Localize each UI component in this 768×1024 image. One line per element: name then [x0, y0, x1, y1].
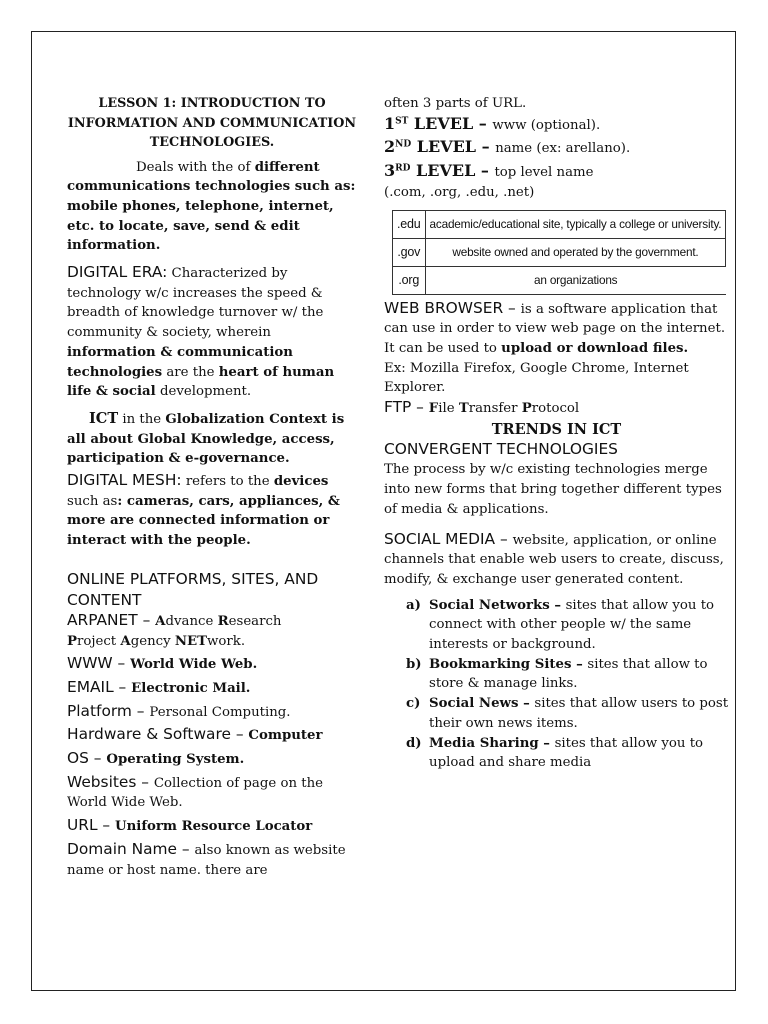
- social-media-term: SOCIAL MEDIA –: [384, 529, 513, 548]
- table-row: [393, 238, 726, 266]
- level-3: 3RD LEVEL – top level name: [384, 161, 594, 181]
- ftp-paragraph: FTP – File Transfer Protocol: [384, 398, 580, 417]
- lesson-title: LESSON 1: INTRODUCTION TO INFORMATION AND COMMUNICATION TECHNOLOGIES.: [67, 96, 357, 150]
- domain-desc: academic/educational site, typically a college or university.: [425, 210, 726, 238]
- url-parts-intro: often 3 parts of URL.: [384, 96, 527, 111]
- right-column: [384, 94, 729, 773]
- platform-paragraph: Platform – Personal Computing.: [67, 701, 291, 720]
- left-column: [67, 94, 357, 880]
- digital-mesh-paragraph: DIGITAL MESH: refers to the devices such as: cameras, cars, appliances, & more are connected information or interact with the people.: [67, 471, 340, 549]
- websites-paragraph: Websites – Collection of page on the World Wide Web.: [67, 772, 324, 811]
- domain-ext: .gov: [393, 238, 426, 266]
- domain-name-paragraph: Domain Name – also known as website name or host name. there are: [67, 839, 346, 878]
- social-media-list: [384, 596, 729, 773]
- list-item: a) Social Networks – sites that allow you to connect with other people w/ the same interests or background.: [406, 597, 715, 653]
- hardware-paragraph: Hardware & Software – Computer: [67, 725, 323, 744]
- trends-heading: TRENDS IN ICT: [491, 420, 622, 438]
- level-1: 1ST LEVEL – www (optional).: [384, 113, 601, 133]
- convergent-definition: The process by w/c existing technologies merge into new forms that bring together different types of media & applications.: [384, 462, 722, 517]
- digital-era-paragraph: DIGITAL ERA: Characterized by technology w/c increases the speed & breadth of knowledge turnover w/ the community & society, wherein information & communication technologies are the heart of human life & social development.: [67, 263, 335, 400]
- level-2: 2ND LEVEL – name (ex: arellano).: [384, 137, 631, 157]
- domain-ext: .org: [393, 266, 426, 294]
- social-media-paragraph: SOCIAL MEDIA – website, application, or online channels that enable web users to create, discuss, modify, & exchange user generated content.: [384, 529, 724, 587]
- web-browser-term: WEB BROWSER –: [384, 298, 521, 317]
- domain-desc: an organizations: [425, 266, 726, 294]
- www-paragraph: WWW – World Wide Web.: [67, 654, 258, 673]
- online-platforms-heading: ONLINE PLATFORMS, SITES, AND CONTENT: [67, 569, 319, 609]
- email-paragraph: EMAIL – Electronic Mail.: [67, 677, 251, 696]
- tld-list: (.com, .org, .edu, .net): [384, 184, 535, 200]
- os-paragraph: OS – Operating System.: [67, 749, 245, 768]
- ict-paragraph: ICT in the Globalization Context is all about Global Knowledge, access, participation & e-governance.: [67, 409, 345, 467]
- table-row: [393, 266, 726, 294]
- ict-term: ICT: [89, 409, 119, 427]
- digital-era-term: DIGITAL ERA:: [67, 263, 168, 282]
- domain-ext: .edu: [393, 210, 426, 238]
- table-row: [393, 210, 726, 238]
- list-item: c) Social News – sites that allow users to post their own news items.: [406, 696, 729, 731]
- list-item: d) Media Sharing – sites that allow you to upload and share media: [406, 735, 704, 771]
- lesson-intro: Deals with the of different communications technologies such as: mobile phones, telephone, internet, etc. to locate, save, send & edit information.: [67, 159, 356, 254]
- domain-desc: website owned and operated by the government.: [425, 238, 726, 266]
- list-item: b) Bookmarking Sites – sites that allow to store & manage links.: [406, 656, 708, 692]
- arpanet-paragraph: ARPANET – Advance Research Project Agency NETwork.: [67, 610, 282, 649]
- convergent-heading: CONVERGENT TECHNOLOGIES: [384, 440, 618, 459]
- digital-mesh-term: DIGITAL MESH:: [67, 471, 182, 490]
- url-paragraph: URL – Uniform Resource Locator: [67, 816, 313, 835]
- web-browser-paragraph: WEB BROWSER – is a software application that can use in order to view web page on the internet. It can be used to upload or download files. Ex: Mozilla Firefox, Google Chrome, Internet Explorer.: [384, 298, 726, 396]
- domain-table: [392, 210, 726, 295]
